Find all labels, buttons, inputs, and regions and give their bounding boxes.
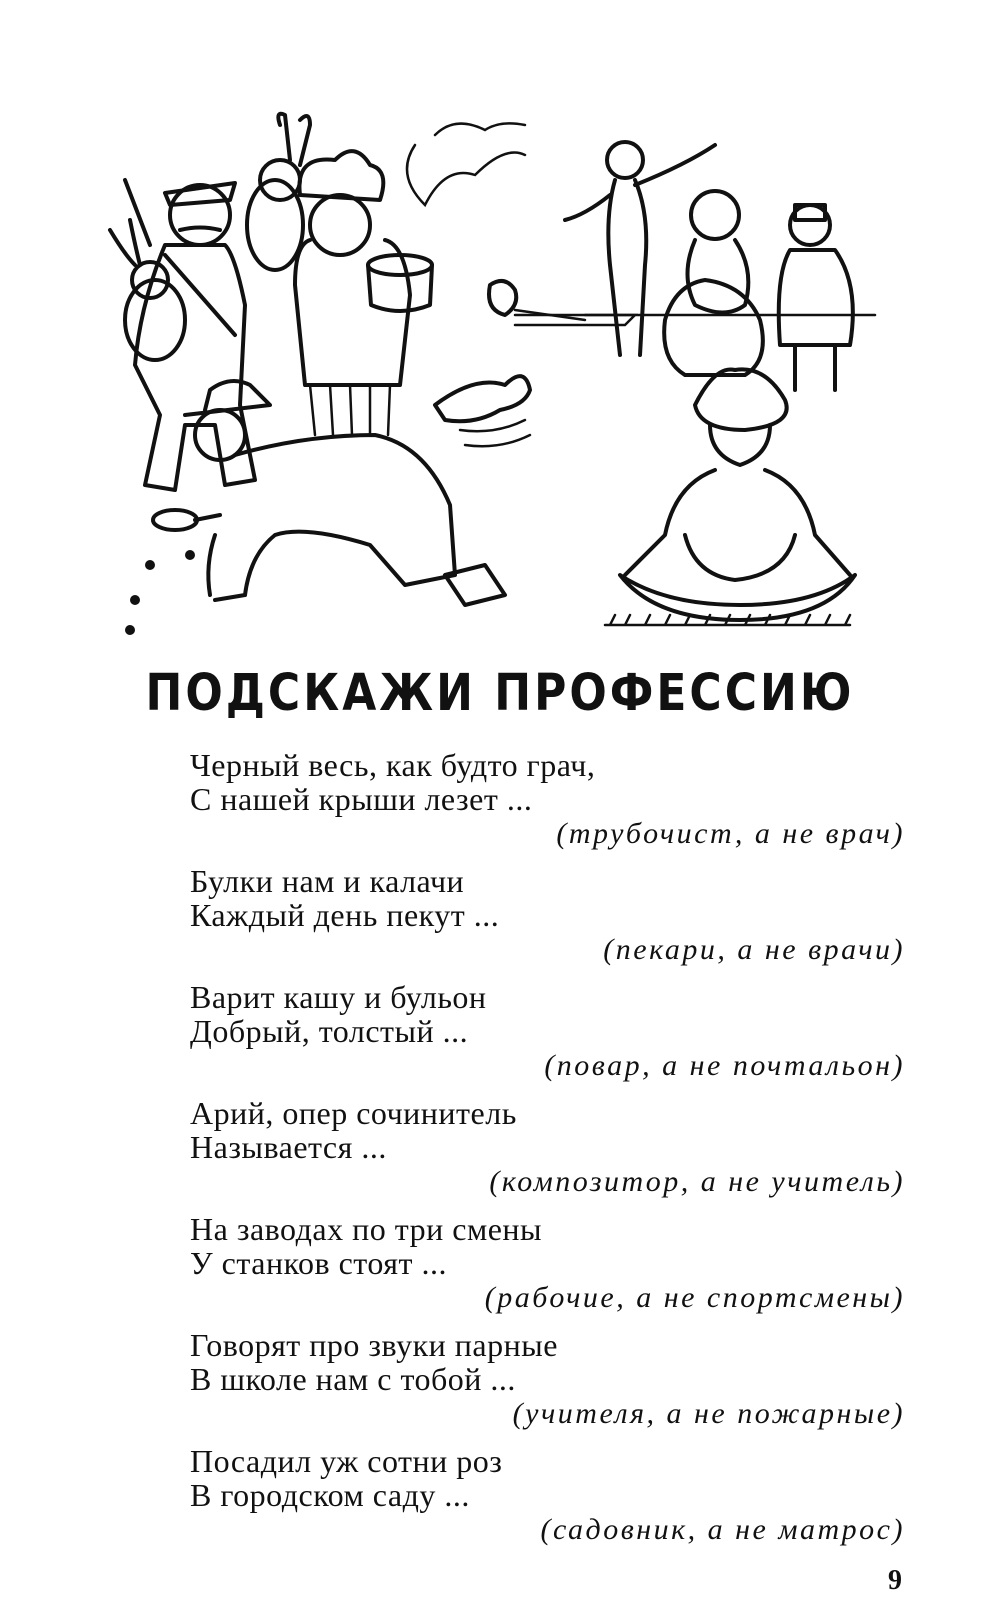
poem-line: Называется ...	[190, 1129, 387, 1165]
stanza	[190, 1212, 905, 1316]
poem-line: Арий, опер сочинитель	[190, 1095, 517, 1131]
professions-illustration	[105, 105, 895, 665]
page-title: ПОДСКАЖИ ПРОФЕССИЮ	[145, 664, 855, 723]
poem	[190, 748, 905, 1560]
poem-line: В школе нам с тобой ...	[190, 1361, 516, 1397]
poem-answer: (учителя, а не пожарные)	[512, 1397, 905, 1430]
poem-line: На заводах по три смены	[190, 1211, 543, 1247]
stanza	[190, 1096, 905, 1200]
stanza	[190, 748, 905, 852]
tamer-figure	[515, 142, 875, 390]
poem-line: Черный весь, как будто грач,	[190, 747, 596, 783]
yogi-figure	[605, 369, 855, 625]
stanza	[190, 864, 905, 968]
poem-line: Варит кашу и бульон	[190, 979, 487, 1015]
poem-line: В городском саду ...	[190, 1477, 470, 1513]
poem-line: Каждый день пекут ...	[190, 897, 500, 933]
cat-figure	[435, 281, 635, 446]
poem-line: Говорят про звуки парные	[190, 1327, 558, 1363]
hunter-figure	[110, 180, 255, 490]
poem-line: Булки нам и калачи	[190, 863, 465, 899]
page-number: 9	[888, 1565, 902, 1596]
poem-answer: (повар, а не почтальон)	[544, 1049, 905, 1082]
poem-answer: (рабочие, а не спортсмены)	[484, 1281, 905, 1314]
poem-answer: (пекари, а не врачи)	[603, 933, 905, 966]
poem-answer: (композитор, а не учитель)	[489, 1165, 905, 1198]
stanza	[190, 1444, 905, 1548]
chef-figure	[247, 114, 525, 435]
poem-line: Посадил уж сотни роз	[190, 1443, 503, 1479]
poem-answer: (садовник, а не матрос)	[540, 1513, 905, 1546]
poem-line: С нашей крыши лезет ...	[190, 781, 533, 817]
poem-line: Добрый, толстый ...	[190, 1013, 469, 1049]
stanza	[190, 980, 905, 1084]
stanza	[190, 1328, 905, 1432]
poem-line: У станков стоят ...	[190, 1245, 447, 1281]
poem-answer: (трубочист, а не врач)	[556, 817, 905, 850]
